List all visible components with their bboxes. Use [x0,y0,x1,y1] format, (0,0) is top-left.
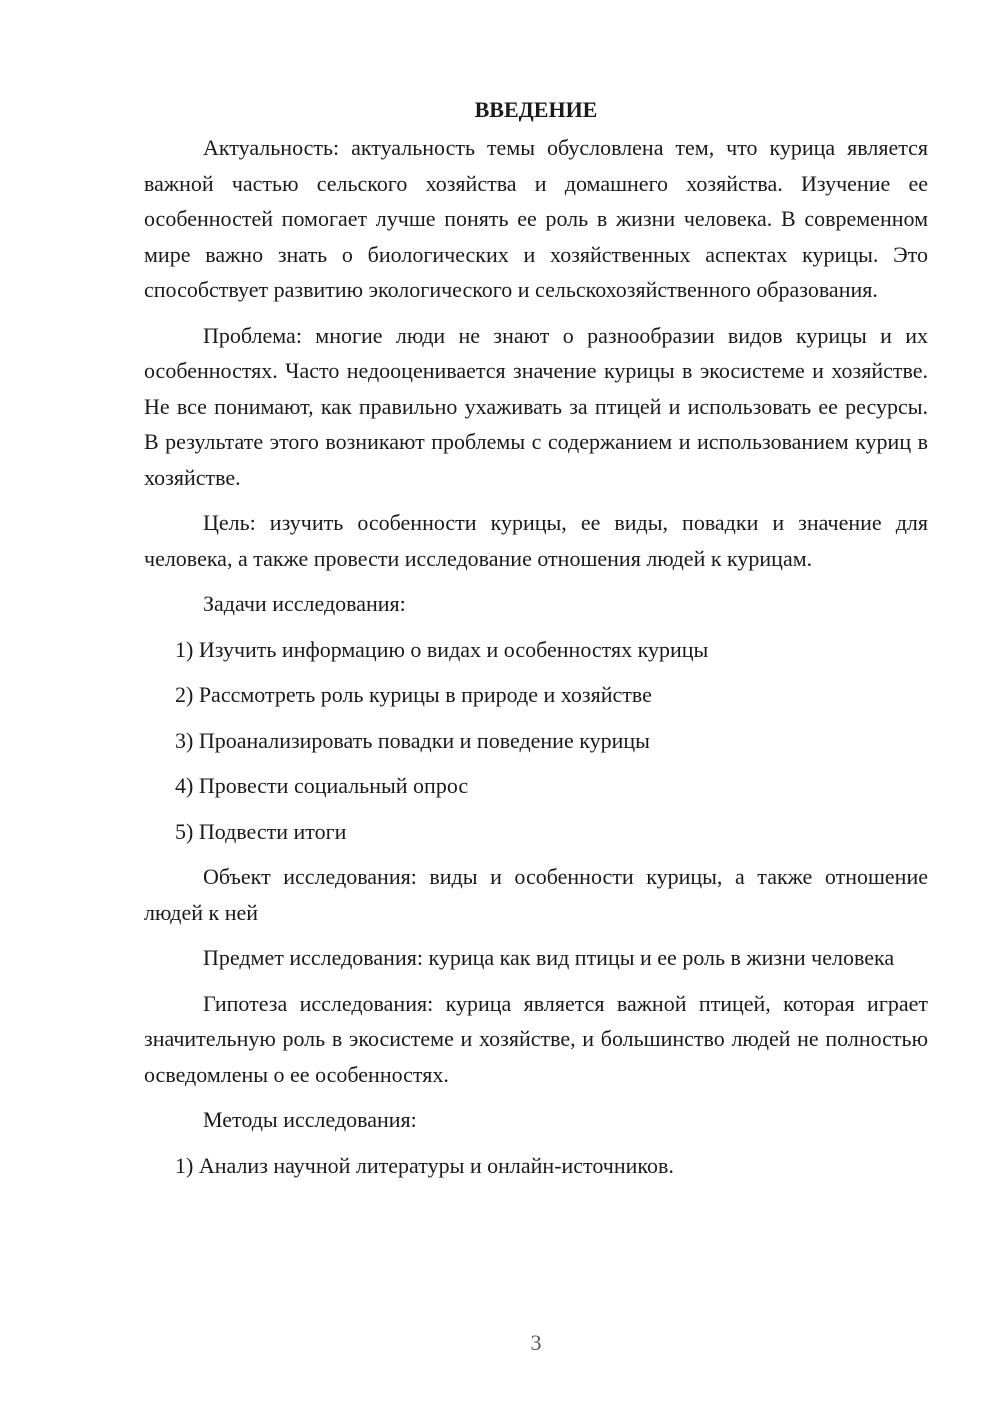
task-item: 2) Рассмотреть роль курицы в природе и хозяйстве [175,682,652,707]
page-number: 3 [530,1330,542,1355]
relevance-paragraph: Актуальность: актуальность темы обусловлена тем, что курица является важной частью сельского хозяйства и домашнего хозяйства. Изучение ее особенностей помогает лучше понять ее роль в жизни человека. В современном мире важно знать о биологических и хозяйственных аспектах курицы. Это способствует развитию экологического и сельскохозяйственного образования. [144,135,928,302]
tasks-heading: Задачи исследования: [203,591,406,616]
task-item: 3) Проанализировать повадки и поведение курицы [175,727,650,753]
task-item: 1) Изучить информацию о видах и особенностях курицы [175,636,709,662]
task-item: 4) Провести социальный опрос [175,773,469,798]
task-item: 5) Подвести итоги [175,818,347,844]
hypothesis-paragraph: Гипотеза исследования: курица является важной птицей, которая играет значительную роль в экосистеме и хозяйстве, и большинство людей не полностью осведомлены о ее особенностях. [144,990,928,1087]
goal-paragraph: Цель: изучить особенности курицы, ее виды, повадки и значение для человека, а также провести исследование отношения людей к курицам. [144,510,928,571]
problem-paragraph: Проблема: многие люди не знают о разнообразии видов курицы и их особенностях. Часто недооценивается значение курицы в экосистеме и хозяйстве. Не все понимают, как правильно ухаживать за птицей и использовать ее ресурсы. В результате этого возникают проблемы с содержанием и использованием куриц в хозяйстве. [144,322,928,490]
methods-heading: Методы исследования: [203,1107,417,1132]
subject-paragraph: Предмет исследования: курица как вид птицы и ее роль в жизни человека [203,945,895,970]
object-paragraph: Объект исследования: виды и особенности курицы, а также отношение людей к ней [144,864,928,925]
document-page [144,92,928,1193]
method-item: 1) Анализ научной литературы и онлайн-источников. [175,1152,674,1178]
page-title: ВВЕДЕНИЕ [474,97,598,122]
